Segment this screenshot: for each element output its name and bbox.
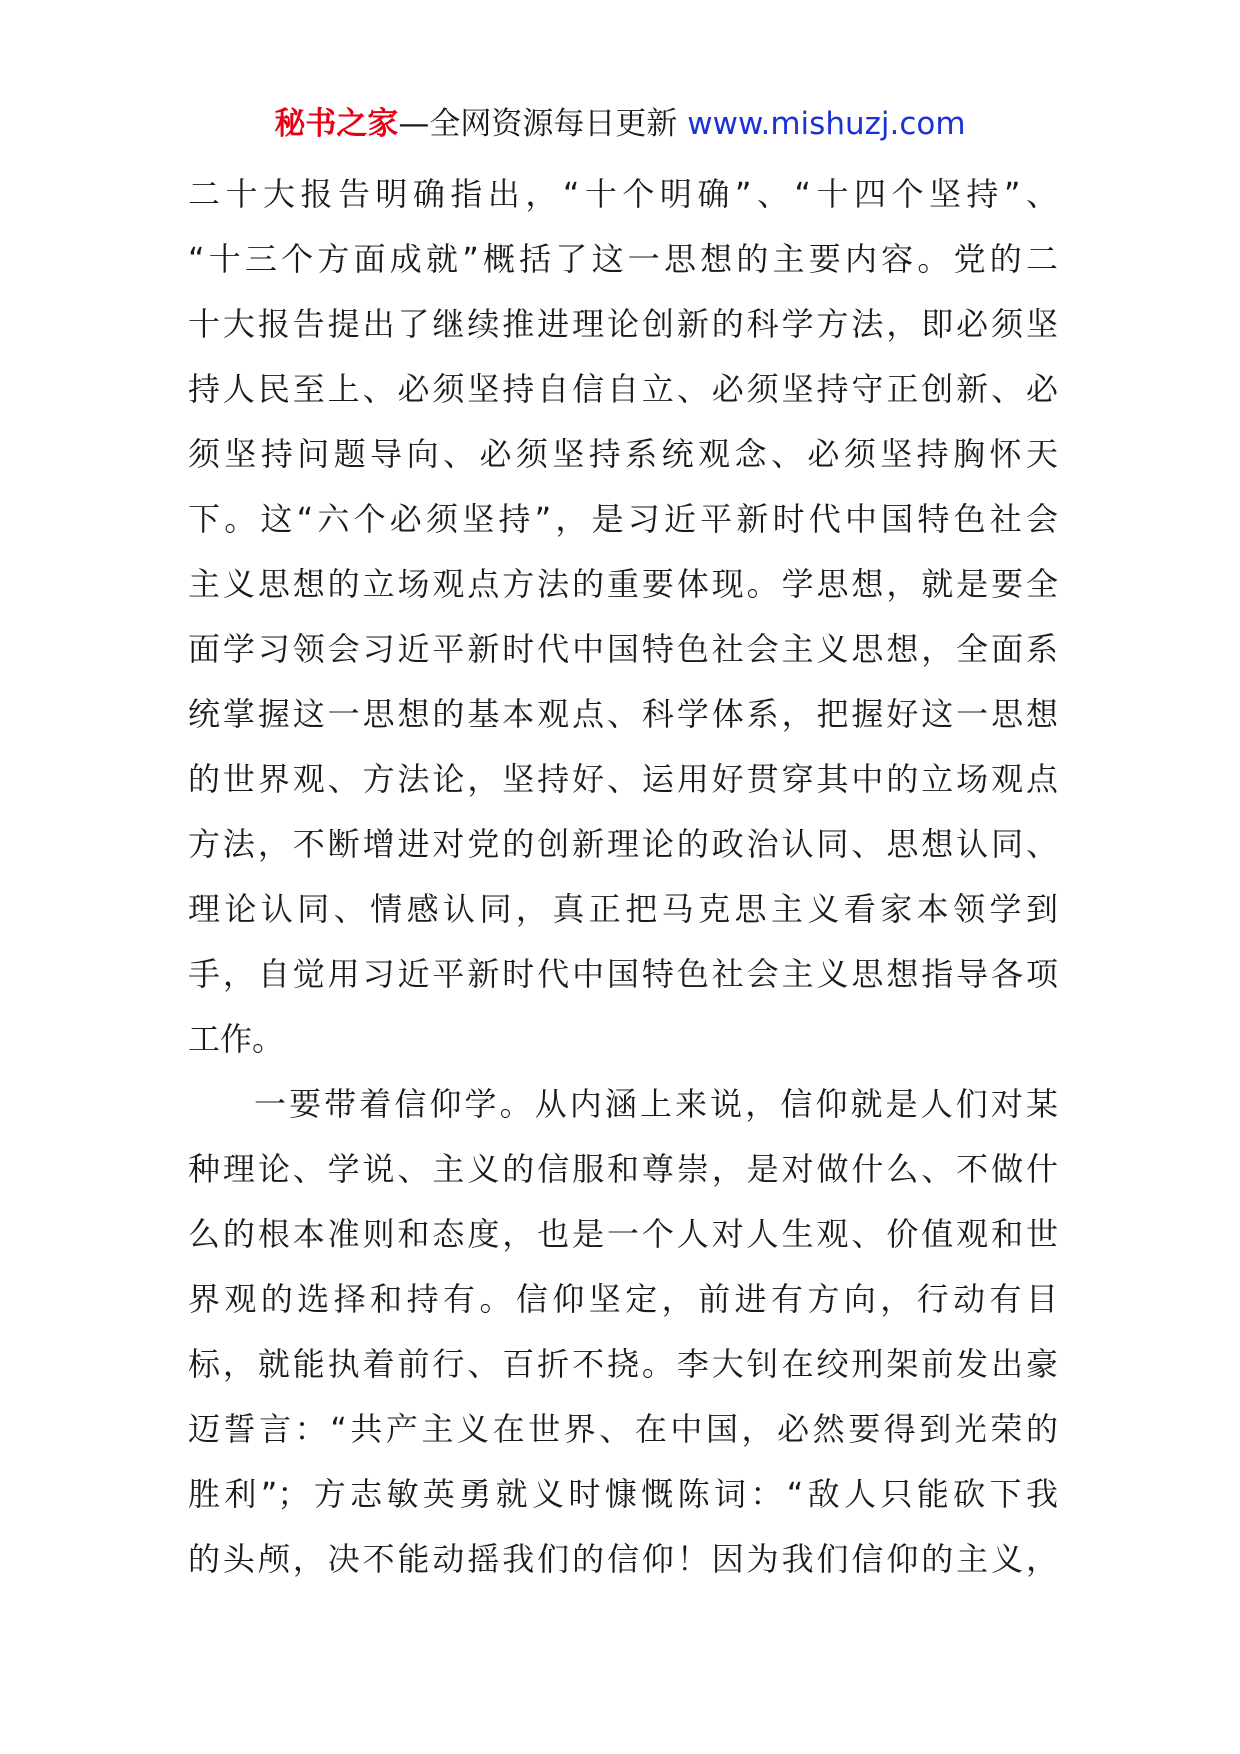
site-url-link[interactable]: www.mishuzj.com (687, 106, 966, 142)
document-body (188, 162, 1058, 1592)
text-line: 种理论、学说、主义的信服和尊崇，是对做什么、不做什 (188, 1150, 1058, 1188)
paragraph-end-line: 工作。 (188, 1020, 285, 1058)
brand-name: 秘书之家 (274, 106, 399, 142)
text-line: 的头颅，决不能动摇我们的信仰！因为我们信仰的主义， (188, 1540, 1058, 1578)
text-line: 下。这“六个必须坚持”，是习近平新时代中国特色社会 (188, 500, 1058, 538)
text-line: 理论认同、情感认同，真正把马克思主义看家本领学到 (188, 890, 1058, 928)
text-line: 手，自觉用习近平新时代中国特色社会主义思想指导各项 (188, 955, 1058, 993)
text-line: 迈誓言：“共产主义在世界、在中国，必然要得到光荣的 (188, 1410, 1058, 1448)
text-line: 持人民至上、必须坚持自信自立、必须坚持守正创新、必 (188, 370, 1058, 408)
text-line: 的世界观、方法论，坚持好、运用好贯穿其中的立场观点 (188, 760, 1058, 798)
text-line: 胜利”；方志敏英勇就义时慷慨陈词：“敌人只能砍下我 (188, 1475, 1058, 1513)
text-line: 二十大报告明确指出，“十个明确”、“十四个坚持”、 (188, 175, 1058, 213)
paragraph-first-line: 一要带着信仰学。从内涵上来说，信仰就是人们对某 (254, 1085, 1058, 1123)
text-line: 十大报告提出了继续推进理论创新的科学方法，即必须坚 (188, 305, 1058, 343)
text-line: 么的根本准则和态度，也是一个人对人生观、价值观和世 (188, 1215, 1058, 1253)
text-line: 标，就能执着前行、百折不挠。李大钊在绞刑架前发出豪 (188, 1345, 1058, 1383)
text-line: 主义思想的立场观点方法的重要体现。学思想，就是要全 (188, 565, 1058, 603)
text-line: 面学习领会习近平新时代中国特色社会主义思想，全面系 (188, 630, 1058, 668)
text-line: 须坚持问题导向、必须坚持系统观念、必须坚持胸怀天 (188, 435, 1058, 473)
text-line: “十三个方面成就”概括了这一思想的主要内容。党的二 (188, 240, 1058, 278)
text-line: 界观的选择和持有。信仰坚定，前进有方向，行动有目 (188, 1280, 1058, 1318)
page-header (0, 100, 1240, 148)
header-tagline: —全网资源每日更新 (398, 106, 688, 142)
text-line: 方法，不断增进对党的创新理论的政治认同、思想认同、 (188, 825, 1058, 863)
text-line: 统掌握这一思想的基本观点、科学体系，把握好这一思想 (188, 695, 1058, 733)
